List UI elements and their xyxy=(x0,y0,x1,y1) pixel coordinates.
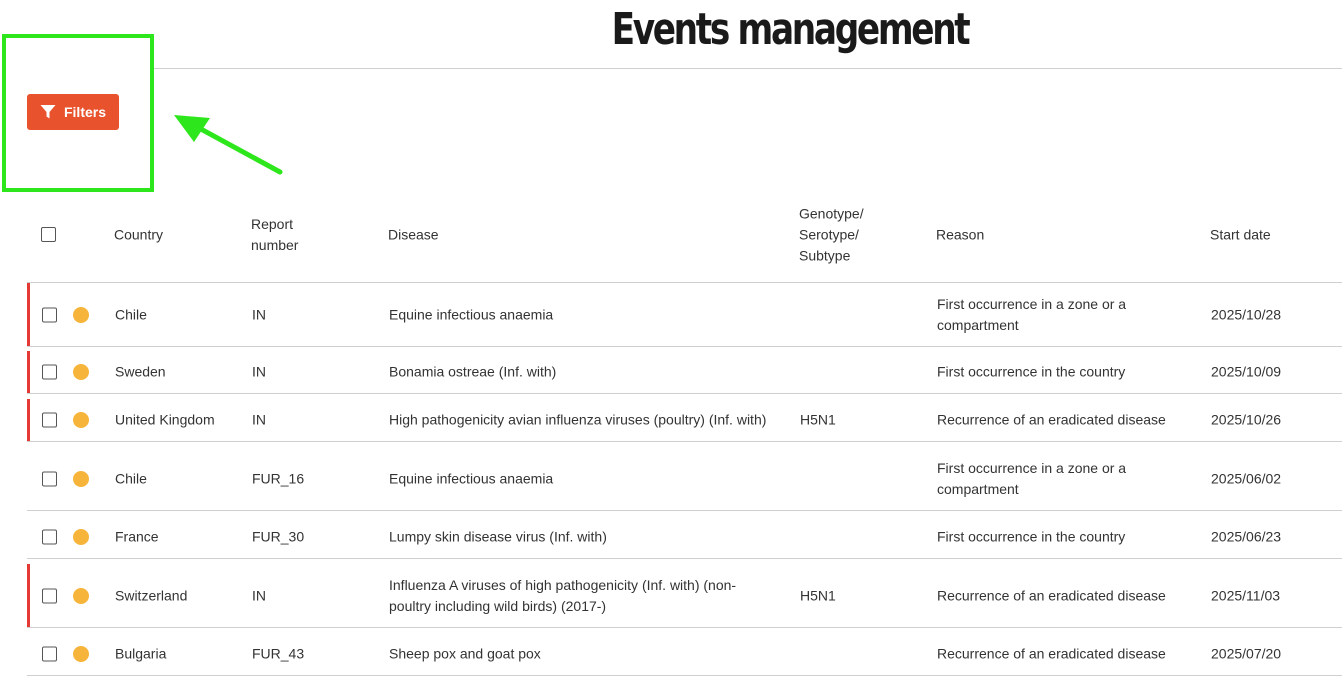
cell-disease xyxy=(389,575,779,617)
title-divider xyxy=(150,68,1342,69)
table-row[interactable] xyxy=(27,351,1342,394)
annotation-arrow-icon xyxy=(168,110,288,180)
cell-disease xyxy=(389,362,779,383)
cell-genotype: H5N1 xyxy=(800,587,836,603)
cell-report-number: FUR_30 xyxy=(252,528,305,545)
cell-report-number: FUR_16 xyxy=(252,470,305,486)
disease-text: Sheep pox and goat pox xyxy=(389,645,541,662)
cell-reason xyxy=(937,362,1125,383)
cell-report-number: IN xyxy=(252,363,266,380)
cell-start-date: 2025/10/28 xyxy=(1211,306,1282,322)
column-header-report-number[interactable] xyxy=(251,214,298,256)
reason-text: compartment xyxy=(937,316,1019,333)
header-text: Report xyxy=(251,216,294,232)
cell-report-number: IN xyxy=(252,411,266,428)
cell-disease xyxy=(389,410,779,431)
table-header xyxy=(27,188,1342,283)
status-dot xyxy=(73,364,89,380)
column-header-country[interactable]: Country xyxy=(114,226,164,243)
column-header-disease[interactable]: Disease xyxy=(388,226,439,243)
reason-text: First occurrence in the country xyxy=(937,363,1126,380)
row-checkbox[interactable] xyxy=(42,530,57,545)
cell-report-number: FUR_43 xyxy=(252,645,305,662)
table-row[interactable] xyxy=(27,399,1342,442)
column-header-reason[interactable]: Reason xyxy=(936,226,985,243)
cell-disease xyxy=(389,304,779,325)
cell-reason xyxy=(937,410,1166,431)
header-text: Genotype/ xyxy=(799,205,864,222)
cell-country: United Kingdom xyxy=(115,411,215,428)
row-checkbox[interactable] xyxy=(42,365,57,380)
disease-text: High pathogenicity avian influenza viruses (poultry) (Inf. with) xyxy=(389,411,767,428)
status-dot xyxy=(73,471,89,487)
table-row[interactable] xyxy=(27,633,1342,676)
cell-reason xyxy=(937,458,1126,500)
column-header-start-date[interactable]: Start date xyxy=(1210,226,1271,243)
reason-text: First occurrence in the country xyxy=(937,528,1126,545)
cell-genotype: H5N1 xyxy=(800,411,836,428)
filters-button[interactable] xyxy=(27,94,119,130)
disease-text: Influenza A viruses of high pathogenicity (Inf. with) (non- xyxy=(389,576,737,593)
status-dot xyxy=(73,588,89,604)
reason-text: Recurrence of an eradicated disease xyxy=(937,645,1166,662)
page-title: Events management xyxy=(611,4,969,55)
select-all-checkbox[interactable] xyxy=(41,227,56,242)
reason-text: Recurrence of an eradicated disease xyxy=(937,587,1166,603)
cell-country: Sweden xyxy=(115,363,166,380)
status-dot xyxy=(73,412,89,428)
status-dot xyxy=(73,529,89,545)
row-checkbox[interactable] xyxy=(42,588,57,603)
cell-disease xyxy=(389,644,779,665)
header-text: Serotype/ xyxy=(799,226,859,243)
disease-text: Equine infectious anaemia xyxy=(389,306,554,322)
row-flag-bar xyxy=(27,399,30,441)
cell-start-date: 2025/06/02 xyxy=(1211,470,1282,486)
row-checkbox[interactable] xyxy=(42,647,57,662)
header-text: Subtype xyxy=(799,247,851,264)
reason-text: Recurrence of an eradicated disease xyxy=(937,411,1166,428)
disease-text: poultry including wild birds) (2017-) xyxy=(389,597,607,614)
table-row[interactable] xyxy=(27,447,1342,511)
cell-country: France xyxy=(115,528,159,545)
reason-text: compartment xyxy=(937,480,1019,497)
row-flag-bar xyxy=(27,351,30,393)
events-table xyxy=(27,188,1342,662)
cell-country: Bulgaria xyxy=(115,645,167,662)
cell-disease xyxy=(389,468,779,489)
cell-reason xyxy=(937,644,1166,665)
reason-text: First occurrence in a zone or a xyxy=(937,459,1127,476)
cell-reason xyxy=(937,527,1125,548)
reason-text: First occurrence in a zone or a xyxy=(937,295,1127,312)
table-row[interactable] xyxy=(27,564,1342,628)
row-checkbox[interactable] xyxy=(42,413,57,428)
disease-text: Equine infectious anaemia xyxy=(389,470,554,486)
cell-report-number: IN xyxy=(252,587,266,603)
status-dot xyxy=(73,307,89,323)
cell-start-date: 2025/10/26 xyxy=(1211,411,1282,428)
disease-text: Lumpy skin disease virus (Inf. with) xyxy=(389,528,607,545)
disease-text: Bonamia ostreae (Inf. with) xyxy=(389,363,557,380)
status-dot xyxy=(73,646,89,662)
cell-reason xyxy=(937,294,1126,336)
table-row[interactable] xyxy=(27,283,1342,347)
cell-country: Chile xyxy=(115,306,147,322)
cell-start-date: 2025/10/09 xyxy=(1211,363,1282,380)
row-checkbox[interactable] xyxy=(42,307,57,322)
cell-disease xyxy=(389,527,779,548)
header-text: number xyxy=(251,237,299,253)
cell-reason xyxy=(937,585,1166,606)
table-row[interactable] xyxy=(27,516,1342,559)
filters-button-label: Filters xyxy=(63,104,106,120)
cell-start-date: 2025/11/03 xyxy=(1211,587,1281,603)
cell-country: Chile xyxy=(115,470,147,486)
row-flag-bar xyxy=(27,564,30,627)
funnel-icon xyxy=(40,104,56,120)
row-checkbox[interactable] xyxy=(42,471,57,486)
column-header-genotype[interactable] xyxy=(799,204,864,267)
cell-start-date: 2025/06/23 xyxy=(1211,528,1282,545)
cell-country: Switzerland xyxy=(115,587,188,603)
row-flag-bar xyxy=(27,283,30,346)
cell-report-number: IN xyxy=(252,306,266,322)
cell-start-date: 2025/07/20 xyxy=(1211,645,1282,662)
